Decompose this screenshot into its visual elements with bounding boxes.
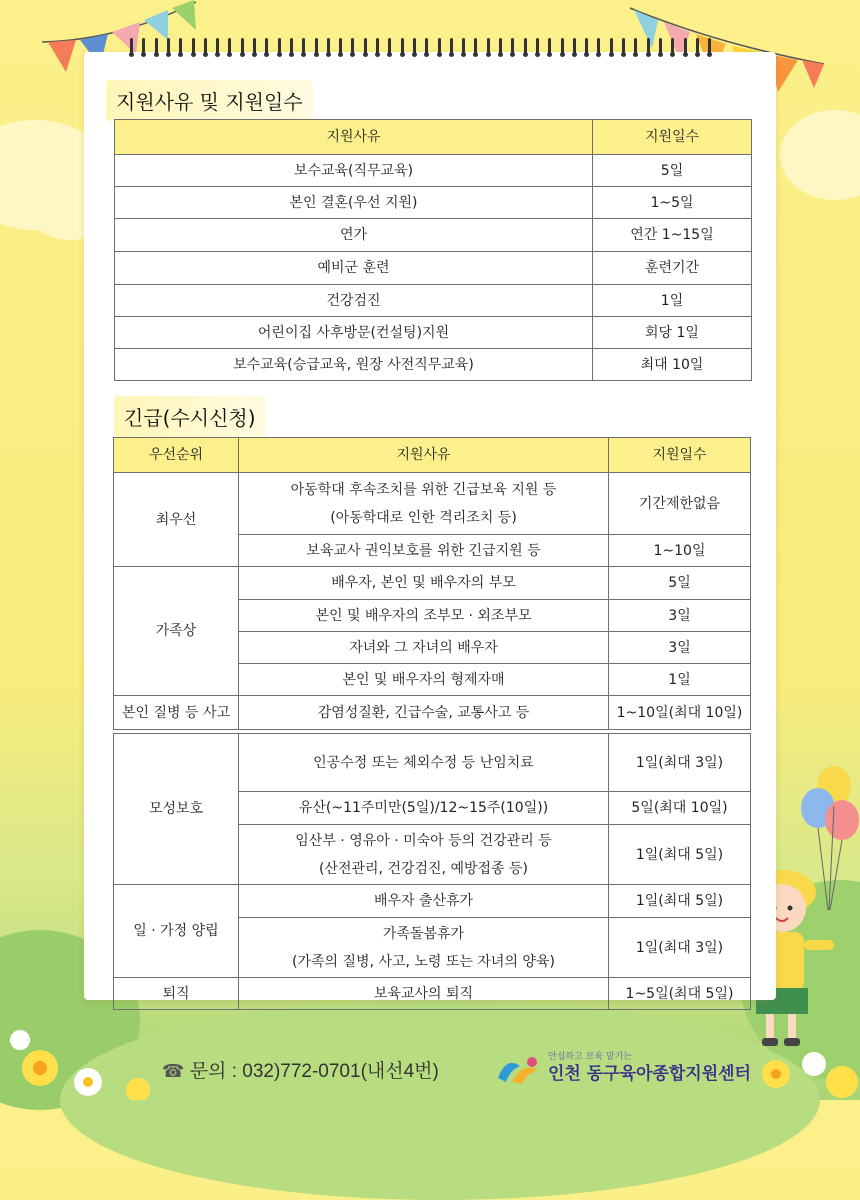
binding-ring xyxy=(388,38,391,54)
days-cell: 1일(최대 5일) xyxy=(609,825,751,885)
reason-cell: 감염성질환, 긴급수술, 교통사고 등 xyxy=(239,696,609,730)
binding-ring xyxy=(524,38,527,54)
days-cell: 5일(최대 10일) xyxy=(609,792,751,825)
binding-ring xyxy=(413,38,416,54)
reason-cell: 본인 및 배우자의 형제자매 xyxy=(239,664,609,696)
binding-ring xyxy=(585,38,588,54)
reason-cell: 연가 xyxy=(115,219,593,252)
column-header: 지원일수 xyxy=(593,120,752,155)
table-row xyxy=(115,155,752,187)
reason-line: (산전관리, 건강검진, 예방접종 등) xyxy=(319,860,528,877)
emergency-table xyxy=(113,437,751,1010)
contact-info xyxy=(162,1056,439,1083)
binding-ring xyxy=(315,38,318,54)
column-header: 우선순위 xyxy=(114,438,239,473)
binding-ring xyxy=(610,38,613,54)
days-cell: 훈련기간 xyxy=(593,252,752,285)
days-cell: 기간제한없음 xyxy=(609,473,751,535)
binding-ring xyxy=(511,38,514,54)
flowers-left-decoration xyxy=(0,1010,160,1100)
table-row xyxy=(114,567,751,600)
table-row xyxy=(115,285,752,317)
binding-ring xyxy=(548,38,551,54)
reason-cell: 보육교사 권익보호를 위한 긴급지원 등 xyxy=(239,535,609,567)
days-cell: 1~5일 xyxy=(593,187,752,219)
binding-ring xyxy=(425,38,428,54)
binding-ring xyxy=(462,38,465,54)
reason-line: 아동학대 후속조치를 위한 긴급보육 지원 등 xyxy=(290,481,557,498)
binding-ring xyxy=(179,38,182,54)
binding-ring xyxy=(265,38,268,54)
table-row xyxy=(114,734,751,792)
days-cell: 회당 1일 xyxy=(593,317,752,349)
reason-line: (가족의 질병, 사고, 노령 또는 자녀의 양육) xyxy=(292,953,555,970)
table-header-row xyxy=(115,120,752,155)
section-title-emergency: 긴급(수시신청) xyxy=(114,396,266,437)
section-title-support-reasons: 지원사유 및 지원일수 xyxy=(106,80,313,121)
binding-ring xyxy=(634,38,637,54)
priority-cell: 가족상 xyxy=(114,567,239,696)
binding-ring xyxy=(401,38,404,54)
table-row xyxy=(115,187,752,219)
days-cell: 3일 xyxy=(609,632,751,664)
reason-cell: 보수교육(승급교육, 원장 사전직무교육) xyxy=(115,349,593,381)
binding-ring xyxy=(684,38,687,54)
binding-ring xyxy=(216,38,219,54)
days-cell: 최대 10일 xyxy=(593,349,752,381)
priority-cell: 모성보호 xyxy=(114,734,239,885)
reason-cell xyxy=(239,473,609,535)
reason-cell: 어린이집 사후방문(컨설팅)지원 xyxy=(115,317,593,349)
binding-ring xyxy=(351,38,354,54)
reason-cell: 예비군 훈련 xyxy=(115,252,593,285)
binding-ring xyxy=(253,38,256,54)
binding-ring xyxy=(302,38,305,54)
reason-cell xyxy=(239,825,609,885)
reason-line: 임산부 · 영유아 · 미숙아 등의 건강관리 등 xyxy=(295,832,552,849)
center-logo-text xyxy=(548,1051,751,1085)
reason-line: (아동학대로 인한 격리조치 등) xyxy=(330,509,517,526)
days-cell: 5일 xyxy=(609,567,751,600)
days-cell: 1일(최대 3일) xyxy=(609,734,751,792)
table-row xyxy=(114,473,751,535)
table-header-row xyxy=(114,438,751,473)
flowers-right-decoration xyxy=(752,1034,860,1100)
column-header: 지원사유 xyxy=(239,438,609,473)
logo-name: 인천 동구육아종합지원센터 xyxy=(548,1064,751,1084)
binding-ring xyxy=(671,38,674,54)
binding-ring xyxy=(450,38,453,54)
binding-ring xyxy=(155,38,158,54)
binding-ring xyxy=(573,38,576,54)
priority-cell: 최우선 xyxy=(114,473,239,567)
binding-ring xyxy=(327,38,330,54)
table-row xyxy=(115,219,752,252)
reason-cell: 배우자 출산휴가 xyxy=(239,885,609,918)
column-header: 지원사유 xyxy=(115,120,593,155)
binding-ring xyxy=(290,38,293,54)
priority-cell: 일 · 가정 양립 xyxy=(114,885,239,978)
binding-ring xyxy=(474,38,477,54)
reason-cell: 건강검진 xyxy=(115,285,593,317)
reason-cell: 보수교육(직무교육) xyxy=(115,155,593,187)
binding-ring xyxy=(228,38,231,54)
reason-cell: 배우자, 본인 및 배우자의 부모 xyxy=(239,567,609,600)
reason-line: 가족돌봄휴가 xyxy=(382,925,465,942)
priority-cell: 본인 질병 등 사고 xyxy=(114,696,239,730)
binding-ring xyxy=(696,38,699,54)
table-row xyxy=(114,696,751,730)
cloud-decoration xyxy=(780,110,860,200)
binding-ring xyxy=(597,38,600,54)
table-row xyxy=(114,885,751,918)
binding-ring xyxy=(438,38,441,54)
support-days-table xyxy=(114,119,752,381)
reason-cell: 본인 결혼(우선 지원) xyxy=(115,187,593,219)
days-cell: 연간 1~15일 xyxy=(593,219,752,252)
binding-ring xyxy=(142,38,145,54)
days-cell: 3일 xyxy=(609,600,751,632)
binding-ring xyxy=(339,38,342,54)
binding-ring xyxy=(487,38,490,54)
spiral-binding xyxy=(130,38,720,64)
binding-ring xyxy=(241,38,244,54)
days-cell: 5일 xyxy=(593,155,752,187)
reason-cell: 인공수정 또는 체외수정 등 난임치료 xyxy=(239,734,609,792)
binding-ring xyxy=(130,38,133,54)
contact-text: 문의 : 032)772-0701(내선4번) xyxy=(189,1061,439,1082)
binding-ring xyxy=(192,38,195,54)
priority-cell: 퇴직 xyxy=(114,978,239,1010)
binding-ring xyxy=(499,38,502,54)
days-cell: 1~5일(최대 5일) xyxy=(609,978,751,1010)
table-row xyxy=(115,349,752,381)
binding-ring xyxy=(622,38,625,54)
logo-tagline: 안심하고 보육 맡기는 xyxy=(548,1052,632,1062)
days-cell: 1~10일 xyxy=(609,535,751,567)
days-cell: 1일 xyxy=(593,285,752,317)
days-cell: 1일(최대 5일) xyxy=(609,885,751,918)
column-header: 지원일수 xyxy=(609,438,751,473)
days-cell: 1~10일(최대 10일) xyxy=(609,696,751,730)
reason-cell: 자녀와 그 자녀의 배우자 xyxy=(239,632,609,664)
days-cell: 1일(최대 3일) xyxy=(609,918,751,978)
binding-ring xyxy=(536,38,539,54)
binding-ring xyxy=(659,38,662,54)
table-row xyxy=(115,317,752,349)
binding-ring xyxy=(561,38,564,54)
binding-ring xyxy=(376,38,379,54)
phone-icon: ☎ xyxy=(162,1061,185,1081)
reason-cell xyxy=(239,918,609,978)
center-logo-icon xyxy=(492,1052,544,1088)
binding-ring xyxy=(708,38,711,54)
reason-cell: 본인 및 배우자의 조부모 · 외조부모 xyxy=(239,600,609,632)
binding-ring xyxy=(278,38,281,54)
binding-ring xyxy=(167,38,170,54)
table-row xyxy=(114,978,751,1010)
binding-ring xyxy=(204,38,207,54)
binding-ring xyxy=(647,38,650,54)
days-cell: 1일 xyxy=(609,664,751,696)
reason-cell: 보육교사의 퇴직 xyxy=(239,978,609,1010)
reason-cell: 유산(~11주미만(5일)/12~15주(10일)) xyxy=(239,792,609,825)
binding-ring xyxy=(364,38,367,54)
grass-decoration xyxy=(60,1000,820,1200)
table-row xyxy=(115,252,752,285)
